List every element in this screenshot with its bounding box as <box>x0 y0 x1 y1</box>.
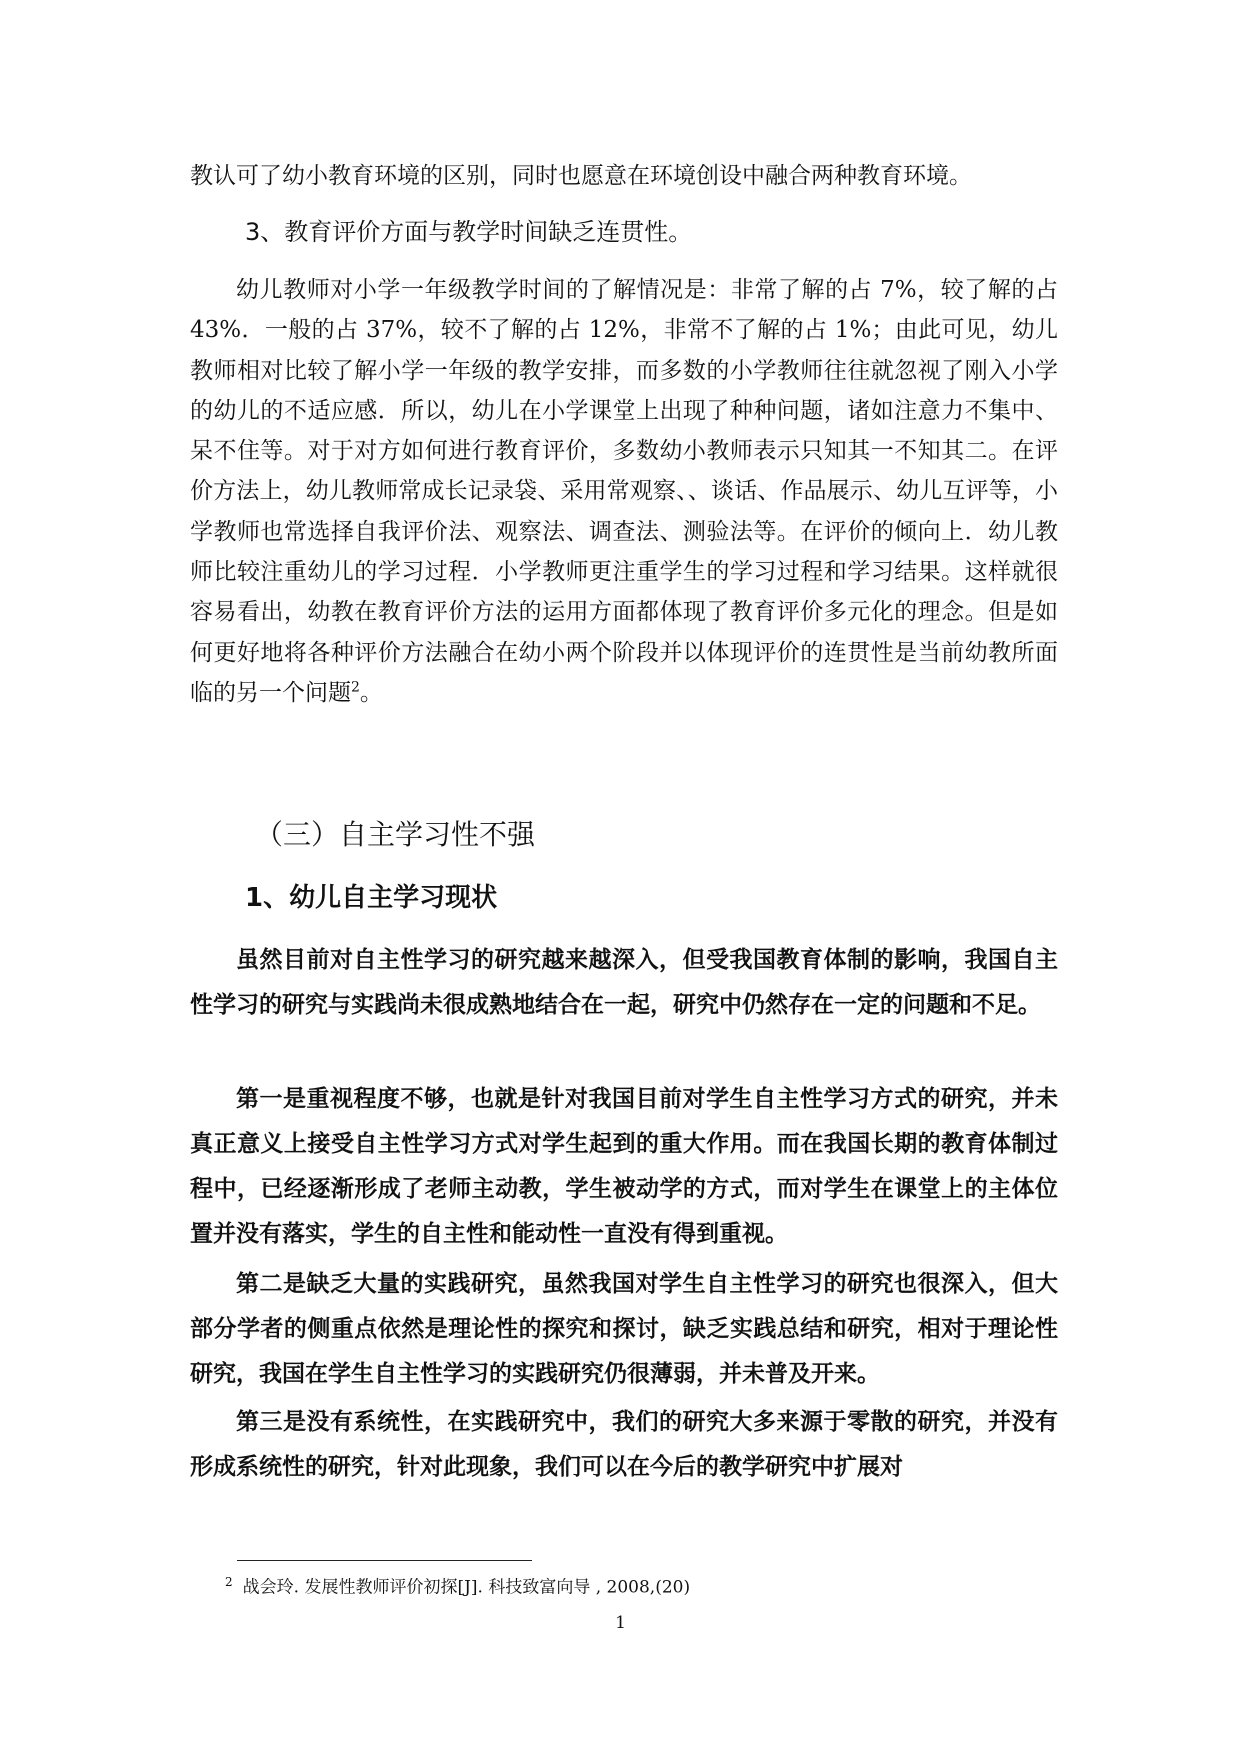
subheading-1: 1、幼儿自主学习现状 <box>245 883 498 913</box>
footnote-reference[interactable]: 2 <box>351 679 360 696</box>
heading-item-3: 3、教育评价方面与教学时间缺乏连贯性。 <box>245 218 693 246</box>
page-number: 1 <box>615 1613 626 1633</box>
paragraph-continuation: 教认可了幼小教育环境的区别，同时也愿意在环境创设中融合两种教育环境。 <box>190 163 972 189</box>
bold-paragraph-4: 第三是没有系统性，在实践研究中，我们的研究大多来源于零散的研究，并没有形成系统性的研究，针对此现象，我们可以在今后的教学研究中扩展对 <box>190 1408 1058 1480</box>
section-heading-3: （三）自主学习性不强 <box>255 818 536 851</box>
paragraph-evaluation <box>190 270 1058 713</box>
footnote <box>225 1570 690 1600</box>
paragraph-evaluation-text: 幼儿教师对小学一年级教学时间的了解情况是：非常了解的占 7%，较了解的占 43%．一般的占 37%，较不了解的占 12%，非常不了解的占 1%；由此可见，幼儿教师相对比较了解小学一年级的教学安排，而多数的小学教师往往就忽视了刚入小学的幼儿的不适应感．所以，幼儿在小学课堂上出现了种种问题，诸如注意力不集中、呆不住等。对于对方如何进行教育评价，多数幼小教师表示只知其一不知其二。在评价方法上，幼儿教师常成长记录袋、采用常观察、、谈话、作品展示、幼儿互评等，小学教师也常选择自我评价法、观察法、调查法、测验法等。在评价的倾向上．幼儿教师比较注重幼儿的学习过程．小学教师更注重学生的学习过程和学习结果。这样就很容易看出，幼教在教育评价方法的运用方面都体现了教育评价多元化的理念。但是如何更好地将各种评价方法融合在幼小两个阶段并以体现评价的连贯性是当前幼教所面临的另一个问题 <box>190 277 1058 706</box>
bold-paragraph-3: 第二是缺乏大量的实践研究，虽然我国对学生自主性学习的研究也很深入，但大部分学者的侧重点依然是理论性的探究和探讨，缺乏实践总结和研究，相对于理论性研究，我国在学生自主性学习的实践研究仍很薄弱，并未普及开来。 <box>190 1270 1058 1387</box>
bold-paragraph-2: 第一是重视程度不够，也就是针对我国目前对学生自主性学习方式的研究，并未真正意义上接受自主性学习方式对学生起到的重大作用。而在我国长期的教育体制过程中，已经逐渐形成了老师主动教，学生被动学的方式，而对学生在课堂上的主体位置并没有落实，学生的自主性和能动性一直没有得到重视。 <box>190 1085 1058 1247</box>
footnote-text: 战会玲. 发展性教师评价初探[J]. 科技致富向导 , 2008,(20) <box>242 1577 691 1598</box>
paragraph-evaluation-end: 。 <box>359 679 383 706</box>
footnote-divider <box>237 1560 532 1561</box>
footnote-marker: 2 <box>225 1575 233 1589</box>
bold-paragraph-1: 虽然目前对自主性学习的研究越来越深入，但受我国教育体制的影响，我国自主性学习的研究与实践尚未很成熟地结合在一起，研究中仍然存在一定的问题和不足。 <box>190 946 1058 1018</box>
